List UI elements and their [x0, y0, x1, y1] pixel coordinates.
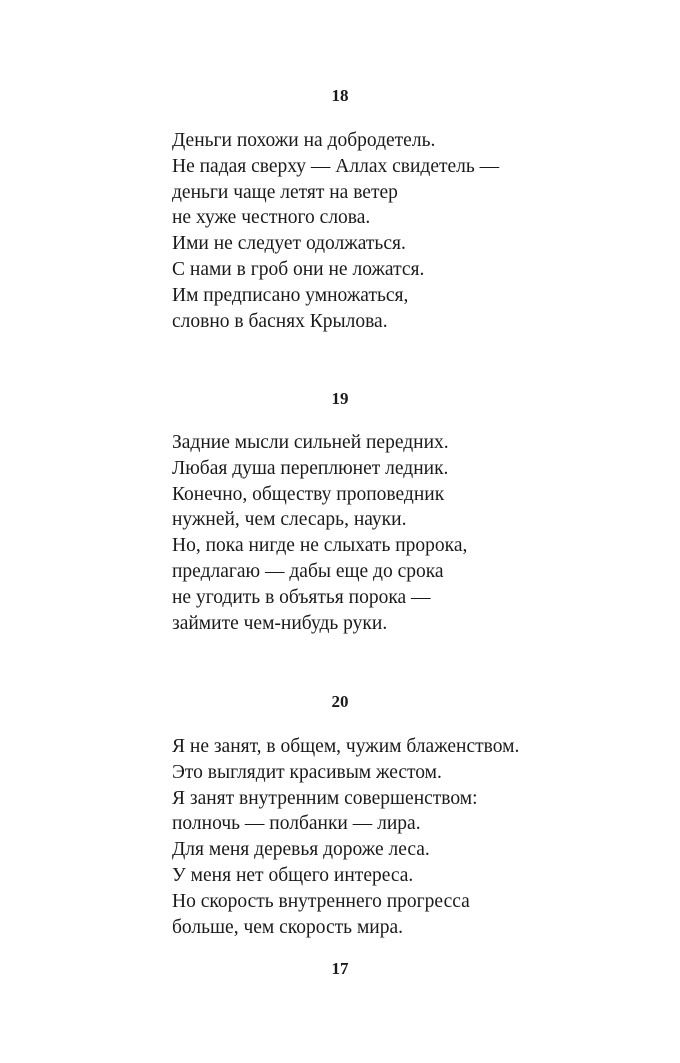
poem-line: больше, чем скорость мира. — [172, 916, 404, 938]
poem-line: не хуже честного слова. — [172, 207, 371, 229]
poem-line: Им предписано умножаться, — [172, 284, 409, 306]
poem-line: Деньги похожи на добродетель. — [172, 130, 436, 151]
poem-line: Но, пока нигде не слыхать пророка, — [172, 535, 468, 557]
poem-number: 20 — [331, 692, 349, 711]
poem-line: Это выглядит красивым жестом. — [172, 761, 442, 783]
poem-line: предлагаю — дабы еще до срока — [172, 560, 444, 582]
page-number: 17 — [331, 959, 349, 978]
poem-line: Для меня деревья дороже леса. — [172, 839, 430, 861]
poem-line: Я занят внутренним совершенством: — [172, 787, 478, 809]
poem-stanza — [172, 128, 632, 334]
poem-line: нужней, чем слесарь, науки. — [172, 509, 407, 531]
poem-stanza — [172, 430, 632, 636]
poem-line: Ими не следует одолжаться. — [172, 233, 406, 255]
poem-line: не угодить в объятья порока — — [172, 586, 431, 608]
poem-line: Не падая сверху — Аллах свидетель — — [172, 155, 500, 177]
poem-line: Любая душа переплюнет ледник. — [172, 457, 449, 479]
poem-line: Задние мысли сильней передних. — [172, 432, 449, 453]
poem-line: Я не занят, в общем, чужим блаженством. — [172, 736, 520, 757]
poem-line: У меня нет общего интереса. — [172, 864, 414, 886]
poem-line: займите чем-нибудь руки. — [172, 612, 388, 634]
poem-line: Конечно, обществу проповедник — [172, 483, 445, 505]
poem-line: С нами в гроб они не ложатся. — [172, 258, 425, 280]
poem-number: 19 — [331, 389, 349, 408]
poem-line: словно в баснях Крылова. — [172, 310, 388, 332]
poem-line: полночь — полбанки — лира. — [172, 813, 421, 835]
poem-line: деньги чаще летят на ветер — [172, 181, 398, 203]
poem-stanza — [172, 734, 632, 940]
poem-number: 18 — [331, 86, 349, 105]
poem-line: Но скорость внутреннего прогресса — [172, 890, 470, 912]
